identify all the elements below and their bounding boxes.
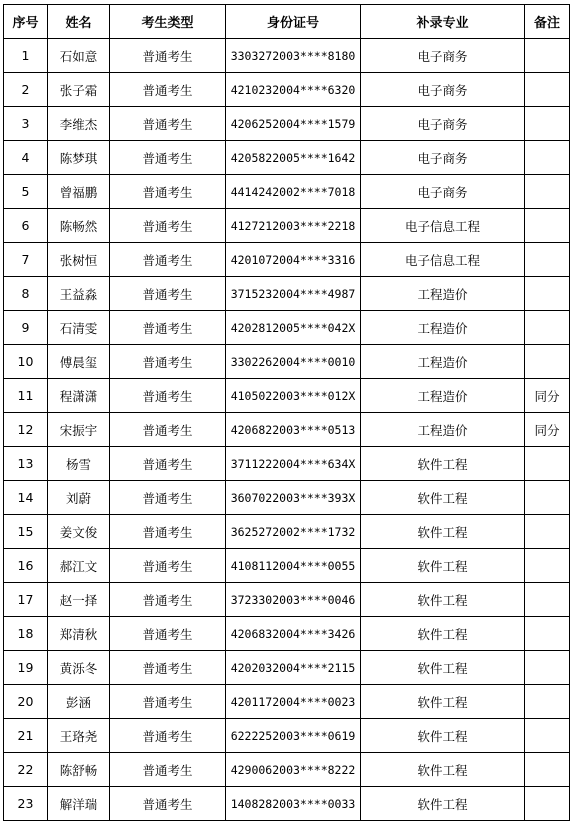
cell-id: 6222252003****0619 <box>226 719 361 753</box>
cell-type: 普通考生 <box>110 175 226 209</box>
cell-name: 郑清秋 <box>48 617 110 651</box>
cell-major: 工程造价 <box>361 379 525 413</box>
cell-id: 1408282003****0033 <box>226 787 361 821</box>
table-row <box>4 73 570 107</box>
cell-major: 电子商务 <box>361 175 525 209</box>
cell-type: 普通考生 <box>110 719 226 753</box>
cell-id: 4206822003****0513 <box>226 413 361 447</box>
cell-name: 陈畅然 <box>48 209 110 243</box>
cell-note <box>525 753 570 787</box>
cell-note <box>525 515 570 549</box>
table-row <box>4 583 570 617</box>
cell-major: 软件工程 <box>361 787 525 821</box>
cell-major: 软件工程 <box>361 651 525 685</box>
cell-note <box>525 719 570 753</box>
cell-note <box>525 549 570 583</box>
cell-name: 王益淼 <box>48 277 110 311</box>
cell-id: 4206832004****3426 <box>226 617 361 651</box>
cell-no: 19 <box>4 651 48 685</box>
cell-type: 普通考生 <box>110 617 226 651</box>
cell-type: 普通考生 <box>110 141 226 175</box>
cell-no: 11 <box>4 379 48 413</box>
cell-name: 杨雪 <box>48 447 110 481</box>
cell-major: 电子信息工程 <box>361 243 525 277</box>
cell-no: 18 <box>4 617 48 651</box>
cell-major: 软件工程 <box>361 685 525 719</box>
cell-no: 9 <box>4 311 48 345</box>
table-row <box>4 209 570 243</box>
cell-major: 工程造价 <box>361 277 525 311</box>
cell-name: 姜文俊 <box>48 515 110 549</box>
header-type: 考生类型 <box>110 5 226 39</box>
cell-type: 普通考生 <box>110 73 226 107</box>
table-row <box>4 719 570 753</box>
cell-id: 3723302003****0046 <box>226 583 361 617</box>
cell-name: 陈梦琪 <box>48 141 110 175</box>
cell-name: 彭涵 <box>48 685 110 719</box>
cell-no: 3 <box>4 107 48 141</box>
cell-note <box>525 311 570 345</box>
cell-major: 电子商务 <box>361 141 525 175</box>
cell-type: 普通考生 <box>110 549 226 583</box>
cell-id: 4105022003****012X <box>226 379 361 413</box>
cell-note <box>525 277 570 311</box>
cell-name: 张子霜 <box>48 73 110 107</box>
cell-name: 张树恒 <box>48 243 110 277</box>
cell-type: 普通考生 <box>110 515 226 549</box>
cell-no: 7 <box>4 243 48 277</box>
cell-no: 4 <box>4 141 48 175</box>
header-note: 备注 <box>525 5 570 39</box>
cell-type: 普通考生 <box>110 685 226 719</box>
cell-major: 软件工程 <box>361 515 525 549</box>
cell-name: 陈舒畅 <box>48 753 110 787</box>
cell-name: 李维杰 <box>48 107 110 141</box>
cell-no: 13 <box>4 447 48 481</box>
cell-type: 普通考生 <box>110 311 226 345</box>
cell-name: 曾福鹏 <box>48 175 110 209</box>
cell-id: 4202032004****2115 <box>226 651 361 685</box>
cell-note <box>525 617 570 651</box>
header-no: 序号 <box>4 5 48 39</box>
cell-note <box>525 209 570 243</box>
cell-major: 电子商务 <box>361 107 525 141</box>
cell-type: 普通考生 <box>110 413 226 447</box>
cell-no: 21 <box>4 719 48 753</box>
cell-type: 普通考生 <box>110 243 226 277</box>
cell-major: 电子商务 <box>361 73 525 107</box>
cell-no: 20 <box>4 685 48 719</box>
cell-type: 普通考生 <box>110 753 226 787</box>
cell-type: 普通考生 <box>110 379 226 413</box>
table-row <box>4 277 570 311</box>
cell-id: 4108112004****0055 <box>226 549 361 583</box>
cell-no: 2 <box>4 73 48 107</box>
cell-major: 电子商务 <box>361 39 525 73</box>
cell-type: 普通考生 <box>110 39 226 73</box>
cell-major: 电子信息工程 <box>361 209 525 243</box>
table-body <box>4 39 570 821</box>
cell-no: 12 <box>4 413 48 447</box>
cell-major: 软件工程 <box>361 617 525 651</box>
table-row <box>4 617 570 651</box>
cell-no: 6 <box>4 209 48 243</box>
table-header-row <box>4 5 570 39</box>
cell-no: 5 <box>4 175 48 209</box>
cell-major: 软件工程 <box>361 549 525 583</box>
cell-major: 软件工程 <box>361 583 525 617</box>
cell-note <box>525 447 570 481</box>
cell-major: 软件工程 <box>361 447 525 481</box>
cell-note <box>525 787 570 821</box>
cell-no: 1 <box>4 39 48 73</box>
cell-major: 软件工程 <box>361 753 525 787</box>
table-row <box>4 39 570 73</box>
cell-no: 17 <box>4 583 48 617</box>
cell-note <box>525 243 570 277</box>
cell-note <box>525 345 570 379</box>
table-row <box>4 685 570 719</box>
table-row <box>4 753 570 787</box>
table-row <box>4 787 570 821</box>
table-row <box>4 413 570 447</box>
cell-note <box>525 141 570 175</box>
page <box>3 4 570 821</box>
cell-id: 4201072004****3316 <box>226 243 361 277</box>
cell-note <box>525 583 570 617</box>
cell-id: 4210232004****6320 <box>226 73 361 107</box>
table-row <box>4 549 570 583</box>
cell-note <box>525 651 570 685</box>
cell-id: 3302262004****0010 <box>226 345 361 379</box>
cell-id: 4414242002****7018 <box>226 175 361 209</box>
table-row <box>4 447 570 481</box>
cell-id: 4290062003****8222 <box>226 753 361 787</box>
cell-name: 赵一择 <box>48 583 110 617</box>
cell-no: 10 <box>4 345 48 379</box>
cell-name: 黄泺冬 <box>48 651 110 685</box>
cell-no: 14 <box>4 481 48 515</box>
cell-major: 软件工程 <box>361 719 525 753</box>
header-major: 补录专业 <box>361 5 525 39</box>
cell-name: 郝江文 <box>48 549 110 583</box>
cell-name: 解洋瑞 <box>48 787 110 821</box>
table-row <box>4 379 570 413</box>
cell-type: 普通考生 <box>110 481 226 515</box>
cell-major: 工程造价 <box>361 413 525 447</box>
cell-no: 16 <box>4 549 48 583</box>
table-row <box>4 345 570 379</box>
table-row <box>4 651 570 685</box>
cell-major: 软件工程 <box>361 481 525 515</box>
cell-name: 宋振宇 <box>48 413 110 447</box>
table-row <box>4 515 570 549</box>
cell-id: 4205822005****1642 <box>226 141 361 175</box>
cell-id: 3303272003****8180 <box>226 39 361 73</box>
cell-id: 4202812005****042X <box>226 311 361 345</box>
cell-type: 普通考生 <box>110 447 226 481</box>
cell-name: 傅晨玺 <box>48 345 110 379</box>
cell-type: 普通考生 <box>110 277 226 311</box>
cell-note <box>525 685 570 719</box>
cell-type: 普通考生 <box>110 345 226 379</box>
cell-id: 3625272002****1732 <box>226 515 361 549</box>
cell-type: 普通考生 <box>110 583 226 617</box>
cell-id: 3711222004****634X <box>226 447 361 481</box>
cell-name: 刘蔚 <box>48 481 110 515</box>
table-row <box>4 311 570 345</box>
table-row <box>4 481 570 515</box>
cell-type: 普通考生 <box>110 651 226 685</box>
cell-note <box>525 39 570 73</box>
table-row <box>4 175 570 209</box>
cell-note <box>525 73 570 107</box>
cell-name: 王珞尧 <box>48 719 110 753</box>
cell-id: 3607022003****393X <box>226 481 361 515</box>
table-row <box>4 141 570 175</box>
table-row <box>4 107 570 141</box>
cell-name: 程潇潇 <box>48 379 110 413</box>
header-id: 身份证号 <box>226 5 361 39</box>
header-name: 姓名 <box>48 5 110 39</box>
admission-table <box>3 4 570 821</box>
cell-no: 8 <box>4 277 48 311</box>
cell-no: 22 <box>4 753 48 787</box>
cell-id: 4206252004****1579 <box>226 107 361 141</box>
cell-type: 普通考生 <box>110 787 226 821</box>
cell-name: 石如意 <box>48 39 110 73</box>
cell-type: 普通考生 <box>110 107 226 141</box>
cell-note <box>525 481 570 515</box>
cell-name: 石清雯 <box>48 311 110 345</box>
cell-id: 3715232004****4987 <box>226 277 361 311</box>
cell-id: 4127212003****2218 <box>226 209 361 243</box>
cell-no: 15 <box>4 515 48 549</box>
cell-id: 4201172004****0023 <box>226 685 361 719</box>
cell-note: 同分 <box>525 379 570 413</box>
cell-note <box>525 107 570 141</box>
cell-major: 工程造价 <box>361 311 525 345</box>
table-row <box>4 243 570 277</box>
cell-note <box>525 175 570 209</box>
cell-major: 工程造价 <box>361 345 525 379</box>
cell-type: 普通考生 <box>110 209 226 243</box>
cell-note: 同分 <box>525 413 570 447</box>
cell-no: 23 <box>4 787 48 821</box>
